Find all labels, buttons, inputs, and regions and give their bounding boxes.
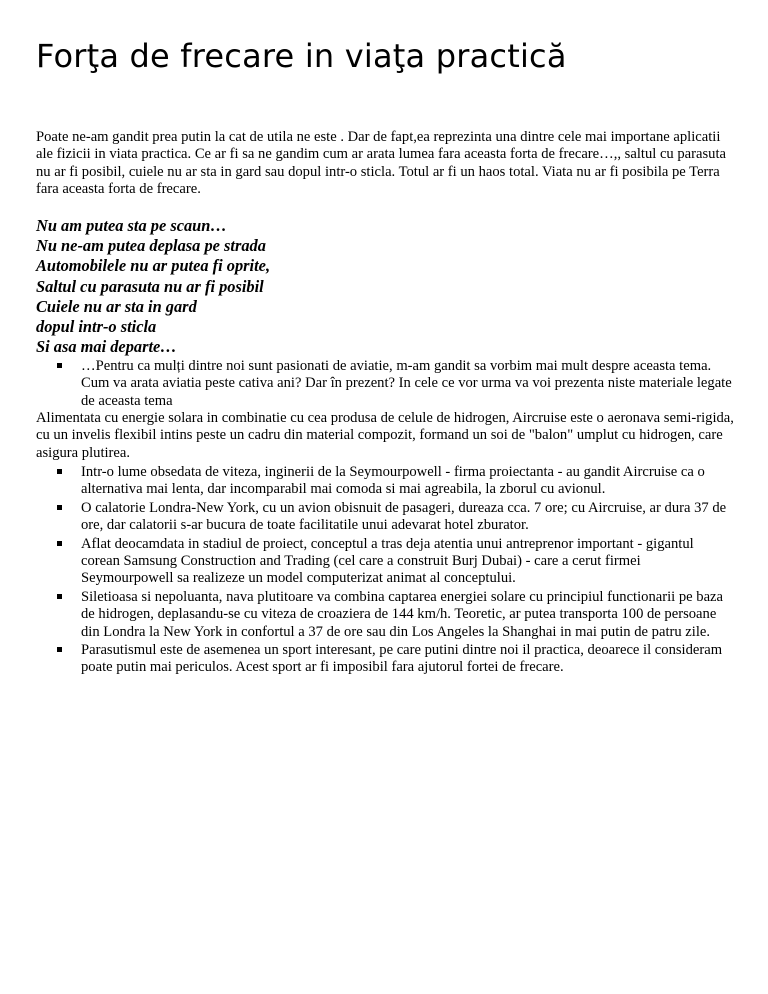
list-item-text: Parasutismul este de asemenea un sport interesant, pe care putini dintre noi il practica, deoarece il consideram poate putin mai periculos. Acest sport ar fi imposibil fara ajutorul fortei de frecare. xyxy=(81,642,723,676)
list-item xyxy=(36,642,736,677)
intro-paragraph: Poate ne-am gandit prea putin la cat de utila ne este . Dar de fapt,ea reprezinta una dintre cele mai importane aplicatii ale fizicii in viata practica. Ce ar fi sa ne gandim cum ar arata lumea fara aceasta forta de frecare…,, saltul cu parasuta nu ar fi posibil, cuiele nu ar sta in gard sau dopul intr-o sticla. Totul ar fi un haos total. Viata nu ar fi posibila pe Terra fara aceasta forta de frecare. xyxy=(36,129,726,198)
square-bullet-icon xyxy=(57,505,62,510)
list-item-text: …Pentru ca mulți dintre noi sunt pasionati de aviatie, m-am gandit sa vorbim mai mult despre aceasta tema. Cum va arata aviatia peste cativa ani? Dar în prezent? In cele ce vor urma va voi prezenta niste materiale legate de aceasta tema xyxy=(81,358,732,409)
list-item-text: Intr-o lume obsedata de viteza, inginerii de la Seymourpowell - firma proiectanta - au gandit Aircruise ca o alternativa mai lenta, dar incomparabil mai comoda si mai agreabila, la zborul cu avionul. xyxy=(81,464,705,498)
square-bullet-icon xyxy=(57,541,62,546)
italic-line: Automobilele nu ar putea fi oprite, xyxy=(36,256,271,276)
list-item-text: O calatorie Londra-New York, cu un avion obisnuit de pasageri, dureaza cca. 7 ore; cu Aircruise, ar dura 37 de ore, dar calatorii s-ar bucura de toate facilitatile unui adevarat hotel zburator. xyxy=(81,499,727,534)
list-item xyxy=(36,500,736,535)
italic-line: Nu am putea sta pe scaun… xyxy=(36,216,227,235)
list-item-text: Siletioasa si nepoluanta, nava plutitoare va combina captarea energiei solare cu principiul functionarii pe baza de hidrogen, deplasandu-se cu viteza de croaziera de 144 km/h. Teoretic, ar putea transporta 100 de persoane din Londra la New York in confortul a 37 de ore sau din Los Angeles la Shanghai in mai putin de patru zile. xyxy=(81,588,724,640)
square-bullet-icon xyxy=(57,363,62,368)
list-item-text: Aflat deocamdata in stadiul de proiect, conceptul a tras deja atentia unui antreprenor important - gigantul corean Samsung Construction and Trading (cel care a construit Burj Dubai) - care a cerut firmei Seymourpowell sa realizeze un model computerizat animat al conceptului. xyxy=(81,535,694,587)
list-item xyxy=(36,589,736,641)
document-title: Forţa de frecare in viaţa practică xyxy=(36,37,567,75)
italic-list xyxy=(36,216,270,357)
bullet-list-aircruise xyxy=(36,464,736,678)
square-bullet-icon xyxy=(57,594,62,599)
list-item xyxy=(36,464,736,499)
list-item xyxy=(36,536,736,588)
italic-line: Saltul cu parasuta nu ar fi posibil xyxy=(36,276,264,296)
italic-line: Si asa mai departe… xyxy=(36,337,177,357)
square-bullet-icon xyxy=(57,469,62,474)
aircruise-paragraph: Alimentata cu energie solara in combinatie cu cea produsa de celule de hidrogen, Aircruise este o aeronava semi-rigida, cu un invelis flexibil intins peste un cadru din material compozit, formand un soi de "balon" umplut cu hidrogen, care asigura plutirea. xyxy=(36,410,734,461)
bullet-list-aviation xyxy=(36,358,736,411)
italic-line: Cuiele nu ar sta in gard xyxy=(36,296,197,316)
square-bullet-icon xyxy=(57,647,62,652)
list-item xyxy=(36,358,736,410)
italic-line: Nu ne-am putea deplasa pe strada xyxy=(36,236,266,256)
italic-line: dopul intr-o sticla xyxy=(36,317,157,337)
